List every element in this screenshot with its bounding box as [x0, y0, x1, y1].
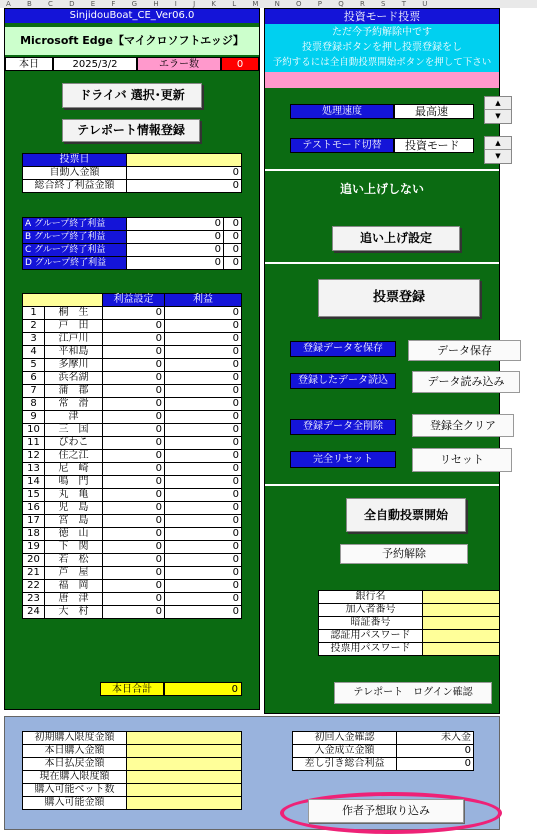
- venue-name: 福 岡: [58, 580, 89, 591]
- venue-profit: 0: [165, 346, 242, 359]
- venue-row: [23, 333, 242, 346]
- venue-row: [23, 489, 242, 502]
- limit-label: 現在購入限度額: [23, 771, 127, 784]
- chevron-up-icon[interactable]: ▲: [485, 97, 511, 110]
- teleport-register-button[interactable]: テレポート情報登録: [62, 119, 200, 142]
- venue-setting[interactable]: 0: [103, 398, 165, 411]
- venue-setting[interactable]: 0: [103, 541, 165, 554]
- venue-profit: 0: [165, 437, 242, 450]
- venue-name: 尼 崎: [58, 463, 89, 474]
- venue-number: 2: [23, 320, 45, 332]
- chevron-down-icon[interactable]: ▼: [495, 112, 501, 120]
- venue-number: 15: [23, 489, 45, 501]
- venue-setting[interactable]: 0: [103, 333, 165, 346]
- venue-profit: 0: [165, 606, 242, 619]
- venue-name: 浜名湖: [58, 372, 89, 383]
- chevron-up-icon[interactable]: ▲: [485, 137, 511, 150]
- cancel-reservation-button[interactable]: 予約解除: [340, 544, 468, 564]
- venue-row: [23, 606, 242, 619]
- venue-profit: 0: [165, 541, 242, 554]
- venue-name: 徳 山: [58, 528, 89, 539]
- venue-row: [23, 398, 242, 411]
- venue-name: 桐 生: [58, 307, 89, 318]
- account-table: [318, 590, 500, 656]
- account-field-label: 銀行名: [319, 591, 423, 604]
- first-deposit-value: 未入金: [397, 732, 474, 745]
- group-value-2: 0: [224, 244, 242, 257]
- limit-label: 本日払戻金額: [23, 758, 127, 771]
- data-save-button[interactable]: データ保存: [408, 340, 521, 361]
- limit-row: [23, 745, 242, 758]
- group-profit-table: [22, 217, 242, 270]
- venue-setting[interactable]: 0: [103, 606, 165, 619]
- venue-row: [23, 502, 242, 515]
- group-value-2: 0: [224, 231, 242, 244]
- venue-profit: 0: [165, 320, 242, 333]
- speed-spinner[interactable]: [484, 96, 512, 124]
- venue-row: [23, 307, 242, 320]
- account-row: [319, 591, 500, 604]
- today-row: [5, 57, 259, 71]
- venue-name: 宮 島: [58, 515, 89, 526]
- venue-row: [23, 424, 242, 437]
- venue-name: 下 関: [58, 541, 89, 552]
- group-label: C グループ終了利益: [23, 244, 127, 257]
- venue-setting[interactable]: 0: [103, 346, 165, 359]
- teleport-login-check-button[interactable]: テレポート ログイン確認: [334, 682, 492, 704]
- account-row: [319, 604, 500, 617]
- venue-row: [23, 385, 242, 398]
- venue-name: 大 村: [58, 606, 89, 617]
- venue-name: 蒲 郡: [58, 385, 89, 396]
- venue-name: 戸 田: [58, 320, 89, 331]
- venue-row: [23, 463, 242, 476]
- venue-name: 児 島: [58, 502, 89, 513]
- group-label: D グループ終了利益: [23, 257, 127, 270]
- venue-name: 常 滑: [58, 398, 89, 409]
- venue-setting[interactable]: 0: [103, 502, 165, 515]
- group-value: 0: [127, 231, 224, 244]
- venue-name: 多摩川: [58, 359, 89, 370]
- error-label: エラー数: [137, 57, 221, 71]
- venue-header-setting: 利益設定: [103, 294, 165, 307]
- venue-row: [23, 359, 242, 372]
- deposit-done-label: 入金成立金額: [293, 745, 397, 758]
- net-profit-value: 0: [397, 758, 474, 771]
- group-row: [23, 218, 242, 231]
- notice-box: [265, 24, 499, 72]
- test-mode-value: 投資モード: [394, 138, 474, 153]
- venue-setting[interactable]: 0: [103, 463, 165, 476]
- date-value: 2025/3/2: [53, 57, 137, 71]
- venue-profit: 0: [165, 502, 242, 515]
- limit-row: [23, 771, 242, 784]
- venue-row: [23, 580, 242, 593]
- venue-profit: 0: [165, 424, 242, 437]
- venue-number: 11: [23, 437, 45, 449]
- limit-value[interactable]: [127, 784, 242, 797]
- author-prediction-import-button[interactable]: 作者予想取り込み: [308, 799, 464, 823]
- venue-profit: 0: [165, 528, 242, 541]
- venue-number: 9: [23, 411, 45, 423]
- venue-row: [23, 593, 242, 606]
- venue-setting[interactable]: 0: [103, 528, 165, 541]
- vote-day-label: 投票日: [23, 154, 127, 167]
- venue-setting[interactable]: 0: [103, 385, 165, 398]
- separator: [265, 169, 499, 171]
- venue-setting[interactable]: 0: [103, 372, 165, 385]
- reset-button[interactable]: リセット: [412, 448, 512, 472]
- venue-number: 12: [23, 450, 45, 462]
- limit-value[interactable]: [127, 771, 242, 784]
- column-header-bar: A B C D E F G H I J K L M N O P Q R S T U: [0, 0, 537, 8]
- venue-number: 10: [23, 424, 45, 436]
- account-row: [319, 617, 500, 630]
- auto-deposit-value: 0: [127, 167, 242, 180]
- limit-value[interactable]: [127, 758, 242, 771]
- group-label: A グループ終了利益: [23, 218, 127, 231]
- speed-label: 処理速度: [290, 104, 394, 119]
- venue-profit: 0: [165, 450, 242, 463]
- group-row: [23, 257, 242, 270]
- venue-setting[interactable]: 0: [103, 489, 165, 502]
- venue-row: [23, 567, 242, 580]
- clear-all-button[interactable]: 登録全クリア: [412, 414, 514, 437]
- venue-profit: 0: [165, 372, 242, 385]
- venue-name: 江戸川: [58, 333, 89, 344]
- venue-row: [23, 476, 242, 489]
- venue-number: 14: [23, 476, 45, 488]
- separator: [265, 484, 499, 486]
- venue-profit: 0: [165, 385, 242, 398]
- venue-row: [23, 528, 242, 541]
- venue-number: 21: [23, 567, 45, 579]
- chevron-down-icon[interactable]: ▼: [495, 152, 501, 160]
- venue-number: 8: [23, 398, 45, 410]
- today-label: 本日: [5, 57, 53, 71]
- venue-table: [22, 293, 242, 619]
- account-field-label: 投票用パスワード: [319, 643, 423, 656]
- venue-row: [23, 554, 242, 567]
- test-mode-label: テストモード切替: [290, 138, 394, 153]
- separator: [265, 262, 499, 264]
- venue-profit: 0: [165, 333, 242, 346]
- pink-strip: [265, 72, 499, 88]
- group-label: B グループ終了利益: [23, 231, 127, 244]
- auto-deposit-label: 自動入金額: [23, 167, 127, 180]
- save-label: 登録データを保存: [290, 341, 396, 357]
- mode-title: 投資モード投票: [265, 9, 499, 24]
- venue-name: 唐 津: [58, 593, 89, 604]
- first-deposit-label: 初回入金確認: [293, 732, 397, 745]
- venue-name: 鳴 門: [58, 476, 89, 487]
- driver-select-button[interactable]: ドライバ 選択･更新: [62, 83, 202, 108]
- account-field-label: 認証用パスワード: [319, 630, 423, 643]
- limit-value[interactable]: [127, 797, 242, 810]
- account-field-input[interactable]: [423, 604, 500, 617]
- group-row: [23, 231, 242, 244]
- venue-row: [23, 450, 242, 463]
- venue-profit: 0: [165, 463, 242, 476]
- venue-header-blank: [23, 294, 103, 307]
- account-row: [319, 643, 500, 656]
- venue-setting[interactable]: 0: [103, 476, 165, 489]
- group-value: 0: [127, 244, 224, 257]
- group-value-2: 0: [224, 257, 242, 270]
- venue-profit: 0: [165, 489, 242, 502]
- venue-number: 20: [23, 554, 45, 566]
- venue-name: 住之江: [58, 450, 89, 461]
- group-row: [23, 244, 242, 257]
- limit-value[interactable]: [127, 732, 242, 745]
- limit-label: 初期購入限度金額: [23, 732, 127, 745]
- venue-row: [23, 320, 242, 333]
- venue-number: 5: [23, 359, 45, 371]
- account-field-label: 暗証番号: [319, 617, 423, 630]
- group-value: 0: [127, 257, 224, 270]
- account-field-input[interactable]: [423, 591, 500, 604]
- vote-register-button[interactable]: 投票登録: [318, 279, 480, 317]
- group-value: 0: [127, 218, 224, 231]
- chase-status: 追い上げしない: [339, 182, 424, 196]
- venue-setting[interactable]: 0: [103, 307, 165, 320]
- venue-setting[interactable]: 0: [103, 450, 165, 463]
- venue-name: 芦 屋: [58, 567, 89, 578]
- day-total-label: 本日合計: [100, 682, 164, 696]
- venue-name: 若 松: [58, 554, 89, 565]
- venue-row: [23, 346, 242, 359]
- test-mode-spinner[interactable]: [484, 136, 512, 164]
- venue-setting[interactable]: 0: [103, 320, 165, 333]
- day-total-value: 0: [164, 682, 242, 696]
- venue-setting[interactable]: 0: [103, 593, 165, 606]
- venue-setting[interactable]: 0: [103, 580, 165, 593]
- net-profit-label: 差し引き総合利益: [293, 758, 397, 771]
- limit-label: 購入可能金額: [23, 797, 127, 810]
- venue-number: 23: [23, 593, 45, 605]
- version-label: SinjidouBoat_CE_Ver06.0: [5, 9, 259, 23]
- venue-setting[interactable]: 0: [103, 437, 165, 450]
- venue-profit: 0: [165, 580, 242, 593]
- limit-row: [23, 758, 242, 771]
- notice-line: ただ今予約解除中です: [332, 27, 432, 38]
- limit-label: 購入可能ベット数: [23, 784, 127, 797]
- venue-number: 24: [23, 606, 45, 618]
- deposit-table: [292, 731, 474, 771]
- purchase-limit-table: [22, 731, 242, 810]
- limit-row: [23, 797, 242, 810]
- venue-profit: 0: [165, 307, 242, 320]
- venue-number: 4: [23, 346, 45, 358]
- total-profit-label: 総合終了利益金額: [23, 180, 127, 193]
- account-field-label: 加入者番号: [319, 604, 423, 617]
- venue-profit: 0: [165, 567, 242, 580]
- account-field-input[interactable]: [423, 630, 500, 643]
- venue-number: 22: [23, 580, 45, 592]
- deposit-done-value: 0: [397, 745, 474, 758]
- venue-setting[interactable]: 0: [103, 359, 165, 372]
- error-count: 0: [221, 57, 259, 71]
- speed-value: 最高速: [394, 104, 474, 119]
- venue-number: 17: [23, 515, 45, 527]
- venue-setting[interactable]: 0: [103, 515, 165, 528]
- venue-name: 津: [68, 411, 79, 422]
- venue-name: 丸 亀: [58, 489, 89, 500]
- venue-row: [23, 515, 242, 528]
- data-load-button[interactable]: データ読み込み: [412, 371, 520, 393]
- delete-label: 登録データ全削除: [290, 419, 396, 435]
- account-field-input[interactable]: [423, 617, 500, 630]
- vote-day-value[interactable]: [127, 154, 242, 167]
- venue-row: [23, 437, 242, 450]
- venue-number: 16: [23, 502, 45, 514]
- venue-number: 13: [23, 463, 45, 475]
- limit-value[interactable]: [127, 745, 242, 758]
- total-profit-value: 0: [127, 180, 242, 193]
- venue-row: [23, 411, 242, 424]
- venue-profit: 0: [165, 515, 242, 528]
- venue-number: 6: [23, 372, 45, 384]
- group-value-2: 0: [224, 218, 242, 231]
- venue-profit: 0: [165, 554, 242, 567]
- venue-name: 三 国: [58, 424, 89, 435]
- notice-line: 投票登録ボタンを押し投票登録をし: [302, 42, 462, 53]
- venue-setting[interactable]: 0: [103, 411, 165, 424]
- notice-line: 予約するには全自動投票開始ボタンを押して下さい: [272, 57, 492, 68]
- venue-number: 1: [23, 307, 45, 319]
- venue-number: 19: [23, 541, 45, 553]
- venue-profit: 0: [165, 593, 242, 606]
- venue-row: [23, 541, 242, 554]
- account-row: [319, 630, 500, 643]
- venue-profit: 0: [165, 476, 242, 489]
- venue-number: 7: [23, 385, 45, 397]
- limit-row: [23, 784, 242, 797]
- vote-summary-table: [22, 153, 242, 193]
- load-label: 登録したデータ読込: [290, 373, 396, 389]
- venue-setting[interactable]: 0: [103, 554, 165, 567]
- venue-setting[interactable]: 0: [103, 567, 165, 580]
- venue-profit: 0: [165, 359, 242, 372]
- account-field-input[interactable]: [423, 643, 500, 656]
- day-total-row: [100, 682, 242, 696]
- limit-row: [23, 732, 242, 745]
- venue-profit: 0: [165, 411, 242, 424]
- venue-name: 平和島: [58, 346, 89, 357]
- venue-profit: 0: [165, 398, 242, 411]
- venue-name: びわこ: [58, 437, 89, 448]
- reset-label: 完全リセット: [290, 451, 396, 468]
- limit-label: 本日購入金額: [23, 745, 127, 758]
- venue-header-profit: 利益: [165, 294, 242, 307]
- venue-number: 18: [23, 528, 45, 540]
- venue-number: 3: [23, 333, 45, 345]
- auto-vote-start-button[interactable]: 全自動投票開始: [346, 498, 466, 532]
- venue-setting[interactable]: 0: [103, 424, 165, 437]
- chase-settings-button[interactable]: 追い上げ設定: [332, 226, 460, 251]
- venue-row: [23, 372, 242, 385]
- browser-label: Microsoft Edge【マイクロソフトエッジ】: [5, 27, 259, 55]
